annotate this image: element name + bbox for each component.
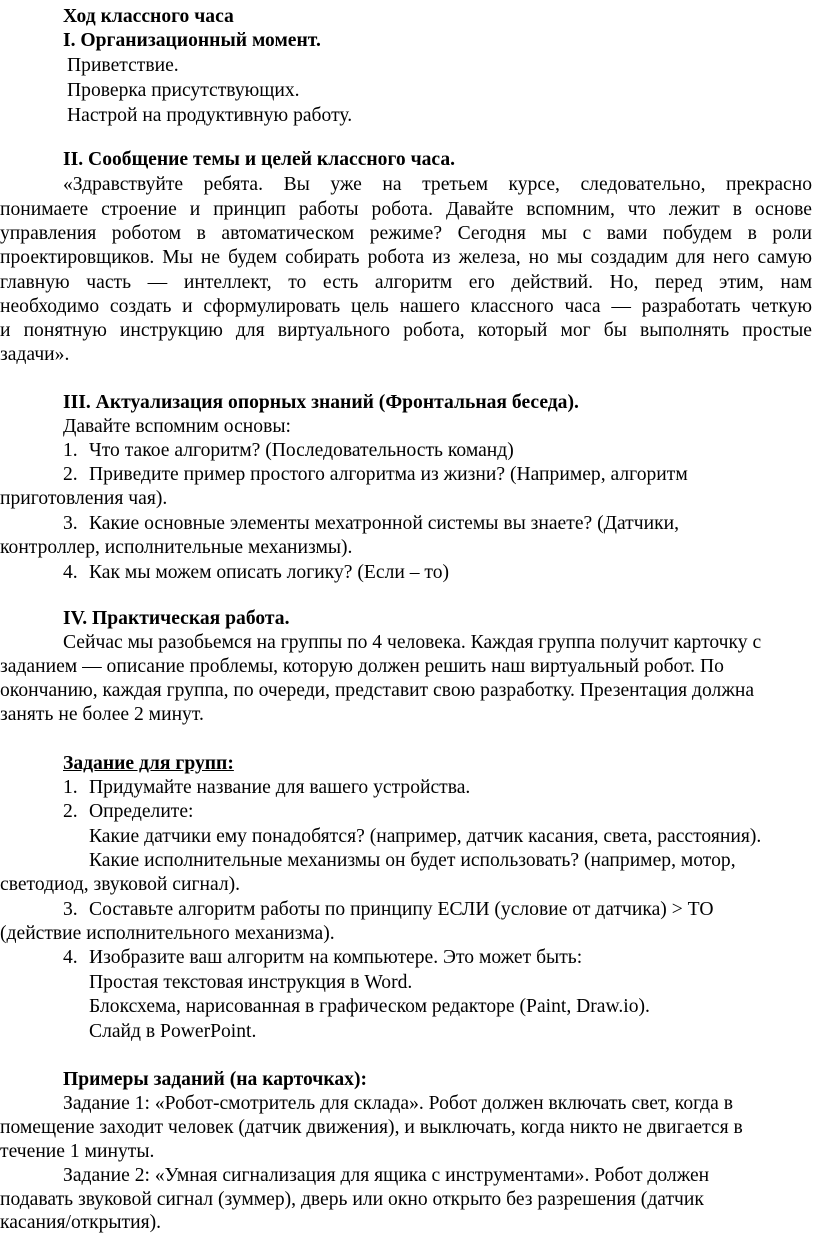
example-line: Задание 1: «Робот-смотритель для склада». Робот должен включать свет, когда в xyxy=(63,1093,733,1114)
section-1-line: Проверка присутствующих. xyxy=(67,80,300,101)
item-text: Определите: xyxy=(89,801,194,822)
section-4-heading: IV. Практическая работа. xyxy=(63,608,290,629)
examples-heading: Примеры заданий (на карточках): xyxy=(63,1069,367,1090)
item-number: 2. xyxy=(63,801,78,822)
section-1-line: Приветствие. xyxy=(67,55,179,76)
section-2-line: задачи». xyxy=(0,344,70,365)
section-4-line: занять не более 2 минут. xyxy=(0,704,204,725)
example-line: течение 1 минуты. xyxy=(0,1141,155,1162)
task-subitem: Какие исполнительные механизмы он будет использовать? (например, мотор, xyxy=(89,850,736,871)
item-text: Что такое алгоритм? (Последовательность команд) xyxy=(89,440,514,461)
task-item-continued: (действие исполнительного механизма). xyxy=(0,923,335,944)
section-4-line: заданием — описание проблемы, которую должен решить наш виртуальный робот. По xyxy=(0,656,724,677)
section-2-line: «Здравствуйте ребята. Вы уже на третьем курсе, следовательно, прекрасно xyxy=(63,174,812,195)
section-4-line: окончанию, каждая группа, по очереди, представит свою разработку. Презентация должна xyxy=(0,680,755,701)
section-2-line: управления роботом в автоматическом режиме? Сегодня мы с вами побудем в роли xyxy=(0,223,812,244)
item-number: 4. xyxy=(63,947,78,968)
section-1-line: Настрой на продуктивную работу. xyxy=(67,105,353,126)
task-item xyxy=(63,776,470,800)
section-2-line: необходимо создать и сформулировать цель нашего классного часа — разработать четкую xyxy=(0,296,812,317)
section-2-heading: II. Сообщение темы и целей классного часа. xyxy=(63,149,456,170)
section-3-intro: Давайте вспомним основы: xyxy=(63,416,291,437)
section-1-heading: I. Организационный момент. xyxy=(63,30,321,51)
item-text: Какие основные элементы мехатронной системы вы знаете? (Датчики, xyxy=(89,513,679,534)
section-3-heading: III. Актуализация опорных знаний (Фронтальная беседа). xyxy=(63,392,579,413)
example-line: Задание 2: «Умная сигнализация для ящика с инструментами». Робот должен xyxy=(63,1165,710,1186)
doc-title: Ход классного часа xyxy=(63,6,234,27)
section-2-line: главную часть — интеллект, то есть алгоритм его действий. Но, перед этим, нам xyxy=(0,272,812,293)
task-subitem: Какие датчики ему понадобятся? (например, датчик касания, света, расстояния). xyxy=(89,826,762,847)
item-number: 2. xyxy=(63,464,78,485)
item-number: 1. xyxy=(63,440,78,461)
task-item xyxy=(63,946,582,970)
question-item xyxy=(63,439,514,463)
task-subitem: Простая текстовая инструкция в Word. xyxy=(89,972,413,993)
section-2-line: проектировщиков. Мы не будем собирать робота из железа, но мы создадим для него самую xyxy=(0,247,812,268)
item-text: Составьте алгоритм работы по принципу ЕСЛИ (условие от датчика) > ТО xyxy=(89,899,714,920)
example-line: подавать звуковой сигнал (зуммер), дверь или окно открыто без разрешения (датчик xyxy=(0,1189,704,1210)
item-number: 4. xyxy=(63,562,78,583)
tasks-heading: Задание для групп: xyxy=(63,753,234,774)
section-2-line: и понятную инструкцию для виртуального робота, который мог бы выполнять простые xyxy=(0,320,812,341)
task-item xyxy=(63,898,714,922)
task-subitem-continued: светодиод, звуковой сигнал). xyxy=(0,874,241,895)
question-item xyxy=(63,561,449,585)
question-item-continued: приготовления чая). xyxy=(0,488,168,509)
task-subitem: Слайд в PowerPoint. xyxy=(89,1021,257,1042)
question-item xyxy=(63,512,679,536)
item-text: Приведите пример простого алгоритма из жизни? (Например, алгоритм xyxy=(89,464,688,485)
example-line: касания/открытия). xyxy=(0,1212,162,1233)
task-subitem: Блоксхема, нарисованная в графическом редакторе (Paint, Draw.io). xyxy=(89,996,650,1017)
question-item-continued: контроллер, исполнительные механизмы). xyxy=(0,537,353,558)
item-number: 1. xyxy=(63,777,78,798)
item-text: Изобразите ваш алгоритм на компьютере. Это может быть: xyxy=(89,947,583,968)
task-item xyxy=(63,800,194,824)
section-2-line: понимаете строение и принцип работы робота. Давайте вспомним, что лежит в основе xyxy=(0,199,812,220)
item-text: Придумайте название для вашего устройства. xyxy=(89,777,471,798)
section-4-line: Сейчас мы разобьемся на группы по 4 человека. Каждая группа получит карточку с xyxy=(63,632,762,653)
question-item xyxy=(63,463,688,487)
item-text: Как мы можем описать логику? (Если – то) xyxy=(89,562,450,583)
item-number: 3. xyxy=(63,899,78,920)
example-line: помещение заходит человек (датчик движения), и выключать, когда никто не двигается в xyxy=(0,1117,743,1138)
item-number: 3. xyxy=(63,513,78,534)
